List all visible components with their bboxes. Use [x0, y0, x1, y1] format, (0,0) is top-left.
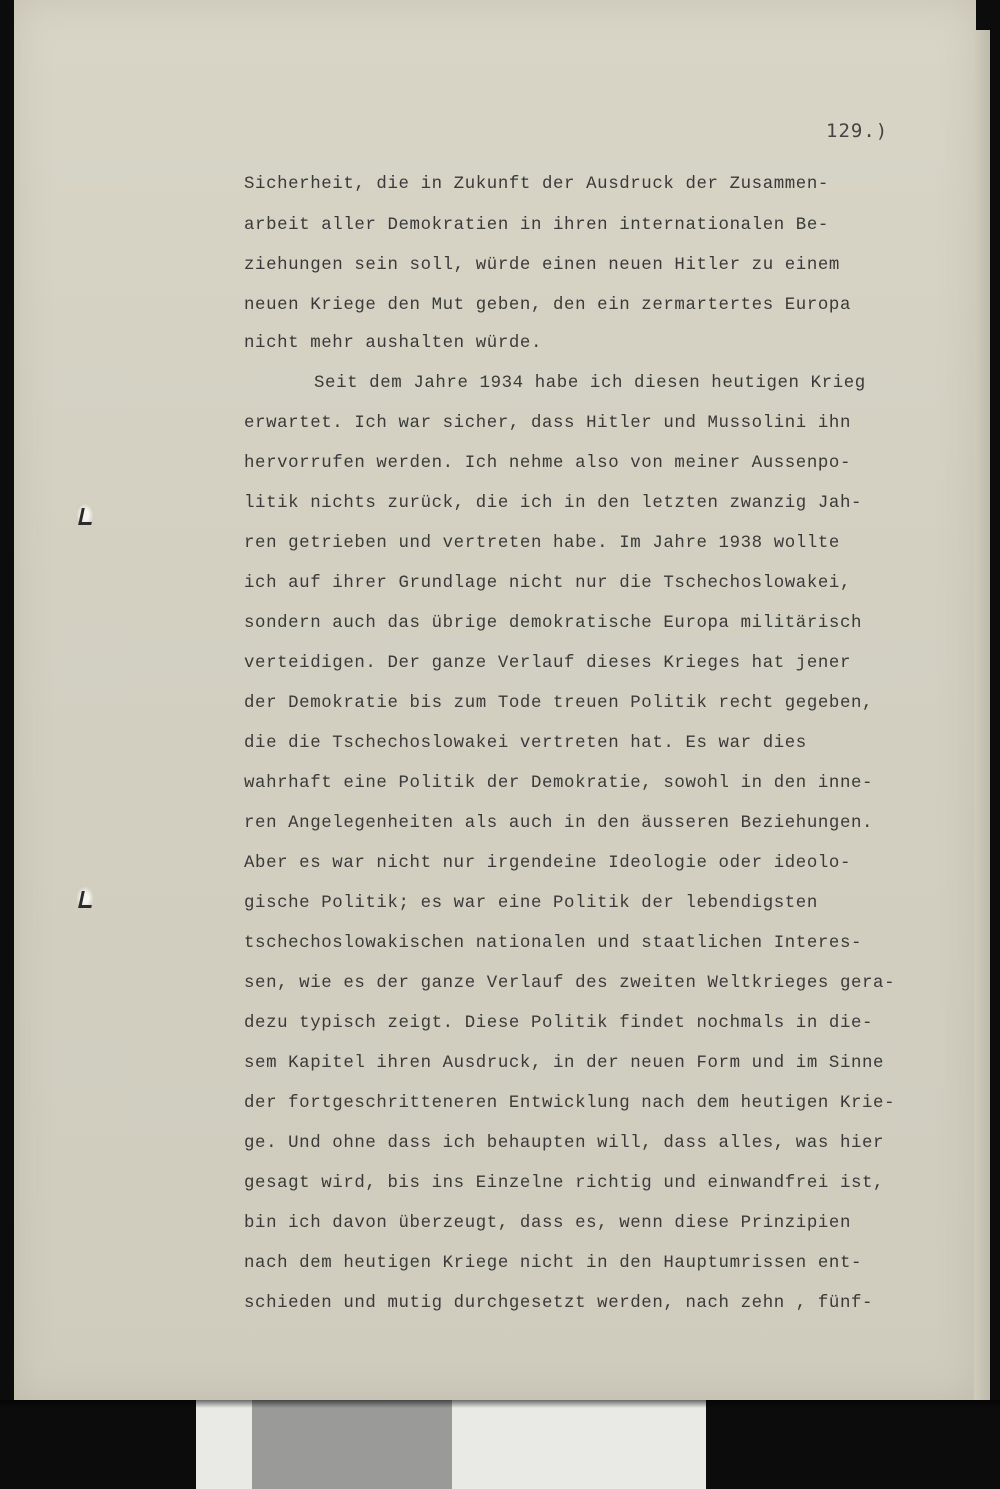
document-page — [14, 0, 976, 1400]
page-shadow — [0, 1400, 1000, 1408]
punch-hole-bottom — [76, 886, 94, 910]
text-line-10: ren getrieben und vertreten habe. Im Jahre 1938 wollte — [244, 534, 840, 553]
text-line-3: ziehungen sein soll, würde einen neuen Hitler zu einem — [244, 256, 840, 275]
text-line-8: hervorrufen werden. Ich nehme also von meiner Aussenpo- — [244, 454, 851, 473]
text-line-12: sondern auch das übrige demokratische Europa militärisch — [244, 614, 863, 633]
text-line-18: Aber es war nicht nur irgendeine Ideologie oder ideolo- — [244, 854, 851, 873]
text-line-13: verteidigen. Der ganze Verlauf dieses Krieges hat jener — [244, 654, 851, 673]
text-line-14: der Demokratie bis zum Tode treuen Politik recht gegeben, — [244, 694, 874, 713]
text-line-28: nach dem heutigen Kriege nicht in den Hauptumrissen ent- — [244, 1254, 863, 1273]
text-line-24: der fortgeschritteneren Entwicklung nach dem heutigen Krie- — [244, 1094, 896, 1113]
text-line-9: litik nichts zurück, die ich in den letzten zwanzig Jah- — [244, 494, 863, 513]
text-line-23: sem Kapitel ihren Ausdruck, in der neuen Form und im Sinne — [244, 1054, 885, 1073]
text-line-25: ge. Und ohne dass ich behaupten will, dass alles, was hier — [244, 1134, 885, 1153]
text-line-15: die die Tschechoslowakei vertreten hat. Es war dies — [244, 734, 807, 753]
text-line-27: bin ich davon überzeugt, dass es, wenn diese Prinzipien — [244, 1214, 851, 1233]
text-line-11: ich auf ihrer Grundlage nicht nur die Tschechoslowakei, — [244, 574, 851, 593]
text-line-16: wahrhaft eine Politik der Demokratie, sowohl in den inne- — [244, 774, 874, 793]
text-line-26: gesagt wird, bis ins Einzelne richtig und einwandfrei ist, — [244, 1174, 885, 1193]
text-line-20: tschechoslowakischen nationalen und staatlichen Interes- — [244, 934, 863, 953]
text-line-21: sen, wie es der ganze Verlauf des zweiten Weltkrieges gera- — [244, 974, 896, 993]
text-line-4: neuen Kriege den Mut geben, den ein zermartertes Europa — [244, 296, 851, 315]
text-line-29: schieden und mutig durchgesetzt werden, nach zehn , fünf- — [244, 1294, 874, 1313]
page-number: 129.) — [826, 120, 889, 142]
text-line-1: Sicherheit, die in Zukunft der Ausdruck der Zusammen- — [244, 175, 829, 194]
text-line-7: erwartet. Ich war sicher, dass Hitler und Mussolini ihn — [244, 414, 851, 433]
text-line-6: Seit dem Jahre 1934 habe ich diesen heutigen Krieg — [314, 374, 866, 393]
text-line-22: dezu typisch zeigt. Diese Politik findet nochmals in die- — [244, 1014, 874, 1033]
text-line-19: gische Politik; es war eine Politik der lebendigsten — [244, 894, 818, 913]
scan-base-gray — [252, 1400, 452, 1489]
punch-hole-top — [76, 503, 94, 527]
text-line-5: nicht mehr aushalten würde. — [244, 334, 542, 353]
text-line-17: ren Angelegenheiten als auch in den äusseren Beziehungen. — [244, 814, 874, 833]
text-line-2: arbeit aller Demokratien in ihren internationalen Be- — [244, 216, 829, 235]
page-edge — [974, 30, 990, 1400]
